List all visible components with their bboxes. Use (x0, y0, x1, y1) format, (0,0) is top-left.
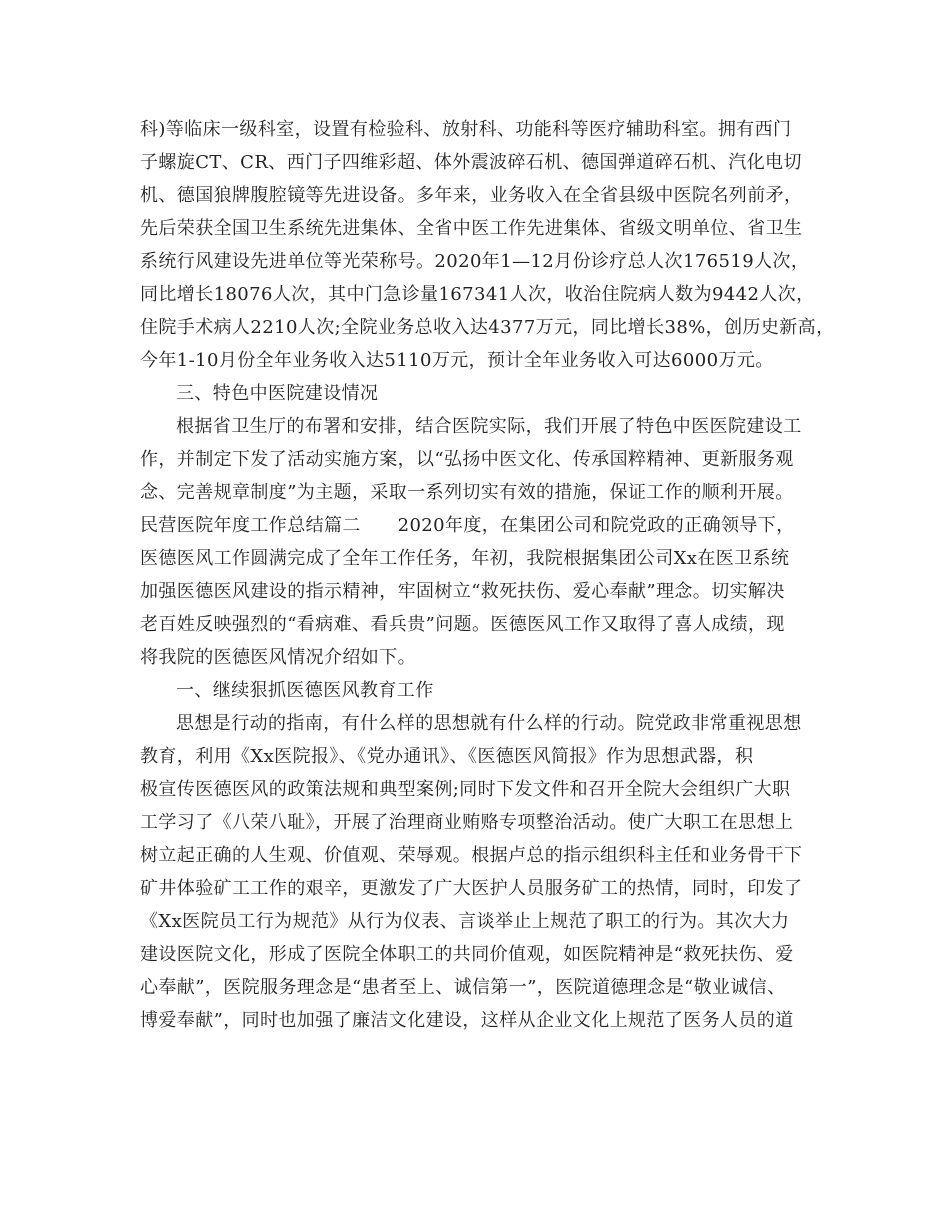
text-line: 树立起正确的人生观、价值观、荣辱观。根据卢总的指示组织科主任和业务骨干下 (140, 845, 803, 866)
section-heading: 三、特色中医院建设情况 (176, 383, 379, 404)
text-line: 机、德国狼牌腹腔镜等先进设备。多年来，业务收入在全省县级中医院名列前矛， (140, 185, 803, 206)
text-line: 念、完善规章制度”为主题，采取一系列切实有效的措施，保证工作的顺利开展。 (140, 482, 794, 503)
text-line: 加强医德医风建设的指示精神，牢固树立“救死扶伤、爱心奉献”理念。切实解决 (140, 581, 785, 602)
text-line: 同比增长18076人次，其中门急诊量167341人次，收治住院病人数为9442人次， (140, 284, 815, 305)
section-heading: 一、继续狠抓医德医风教育工作 (176, 680, 434, 701)
text-line: 子螺旋CT、CR、西门子四维彩超、体外震波碎石机、德国弹道碎石机、汽化电切 (140, 152, 802, 173)
text-line: 教育，利用《Xx医院报》、《党办通讯》、《医德医风简报》作为思想武器，积 (140, 746, 754, 767)
text-line: 根据省卫生厅的布署和安排，结合医院实际，我们开展了特色中医医院建设工 (176, 416, 802, 437)
text-line: 思想是行动的指南，有什么样的思想就有什么样的行动。院党政非常重视思想 (176, 713, 802, 734)
text-line: 作，并制定下发了活动实施方案，以“弘扬中医文化、传承国粹精神、更新服务观 (140, 449, 794, 470)
document-body (140, 113, 835, 1037)
text-line: 今年1-10月份全年业务收入达5110万元，预计全年业务收入可达6000万元。 (140, 350, 774, 371)
text-line: 老百姓反映强烈的“看病难、看兵贵”问题。医德医风工作又取得了喜人成绩，现 (140, 614, 785, 635)
text-line: 极宣传医德医风的政策法规和典型案例;同时下发文件和召开全院大会组织广大职 (140, 779, 791, 800)
text-line: 先后荣获全国卫生系统先进集体、全省中医工作先进集体、省级文明单位、省卫生 (140, 218, 803, 239)
text-line: 住院手术病人2210人次;全院业务总收入达4377万元，同比增长38%，创历史新高， (140, 317, 835, 338)
text-line: 科)等临床一级科室，设置有检验科、放射科、功能科等医疗辅助科室。拥有西门 (140, 119, 792, 140)
text-line: 系统行风建设先进单位等光荣称号。2020年1—12月份诊疗总人次176519人次， (140, 251, 810, 272)
text-line: 医德医风工作圆满完成了全年工作任务，年初，我院根据集团公司Xx在医卫系统 (140, 548, 790, 569)
text-line: 心奉献”，医院服务理念是“患者至上、诚信第一”，医院道德理念是“敬业诚信、 (140, 977, 786, 998)
text-line: 建设医院文化，形成了医院全体职工的共同价值观，如医院精神是“救死扶伤、爱 (140, 944, 794, 965)
text-line: 《Xx医院员工行为规范》从行为仪表、言谈举止上规范了职工的行为。其次大力 (140, 911, 790, 932)
text-line: 将我院的医德医风情况介绍如下。 (140, 647, 416, 668)
text-line: 民营医院年度工作总结篇二 2020年度，在集团公司和院党政的正确领导下， (140, 515, 795, 536)
text-line: 博爱奉献”，同时也加强了廉洁文化建设，这样从企业文化上规范了医务人员的道 (140, 1010, 794, 1031)
text-line: 矿井体验矿工工作的艰辛，更激发了广大医护人员服务矿工的热情，同时，印发了 (140, 878, 803, 899)
text-line: 工学习了《八荣八耻》，开展了治理商业贿赂专项整治活动。使广大职工在思想上 (140, 812, 794, 833)
